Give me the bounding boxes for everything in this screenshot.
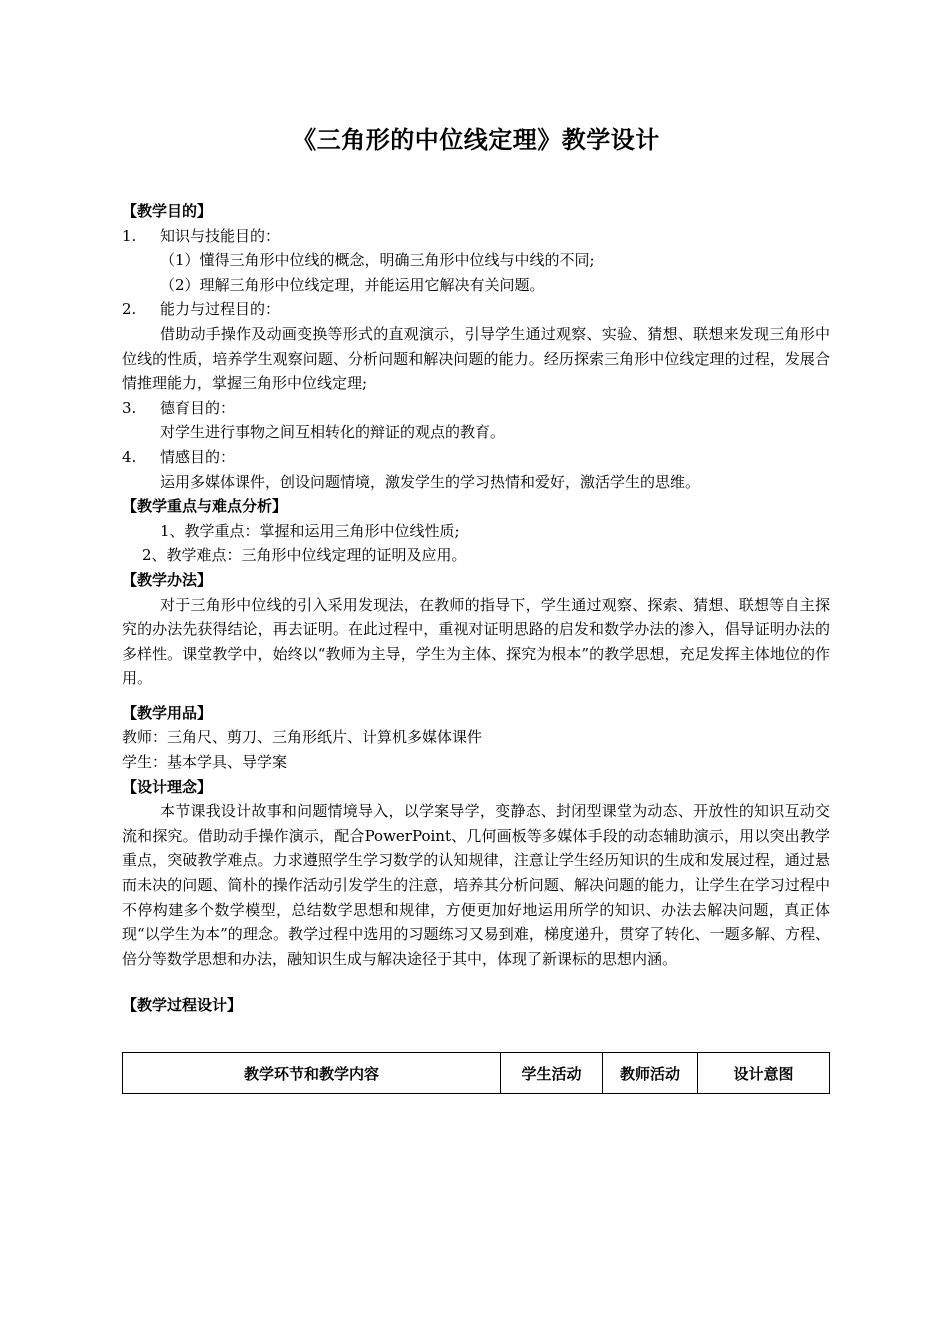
purpose-item-1 bbox=[122, 224, 830, 249]
section-heading-method: 【教学办法】 bbox=[122, 570, 213, 589]
keypoint-difficulty: 2、教学难点：三角形中位线定理的证明及应用。 bbox=[142, 546, 467, 565]
supplies-student: 学生：基本学具、导学案 bbox=[122, 753, 288, 772]
column-header-teacher-activity: 教师活动 bbox=[603, 1053, 698, 1094]
purpose-item-1-line-2: （2）理解三角形中位线定理，并能运用它解决有关问题。 bbox=[160, 275, 545, 294]
item-number: 2. bbox=[122, 300, 137, 319]
item-label: 知识与技能目的： bbox=[160, 226, 281, 245]
purpose-item-2-paragraph: 借助动手操作及动画变换等形式的直观演示，引导学生通过观察、实验、猜想、联想来发现三角形中位线的性质，培养学生观察问题、分析问题和解决问题的能力。经历探索三角形中位线定理的过程，发展合情推理能力，掌握三角形中位线定理; bbox=[122, 324, 830, 393]
section-heading-purpose: 【教学目的】 bbox=[122, 202, 213, 220]
item-label: 德育目的： bbox=[160, 398, 236, 417]
section-heading-concept: 【设计理念】 bbox=[122, 777, 213, 796]
keypoint-focus: 1、教学重点：掌握和运用三角形中位线性质; bbox=[160, 521, 460, 540]
purpose-item-4-line: 运用多媒体课件，创设问题情境，激发学生的学习热情和爱好，激活学生的思维。 bbox=[160, 472, 701, 491]
method-paragraph: 对于三角形中位线的引入采用发现法，在教师的指导下，学生通过观察、探索、猜想、联想等自主探究的办法先获得结论，再去证明。在此过程中，重视对证明思路的启发和数学办法的渗入，倡导证明办法的多样性。课堂教学中，始终以“教师为主导，学生为主体、探究为根本”的教学思想，充足发挥主体地位的作用。 bbox=[122, 595, 830, 688]
item-label: 能力与过程目的： bbox=[160, 300, 281, 319]
item-number: 1. bbox=[122, 226, 137, 245]
item-label: 情感目的： bbox=[160, 447, 236, 466]
section-heading-supplies: 【教学用品】 bbox=[122, 703, 213, 722]
process-table bbox=[122, 1052, 830, 1094]
purpose-item-1-line-1: （1）懂得三角形中位线的概念，明确三角形中位线与中线的不同; bbox=[160, 251, 595, 270]
document-body bbox=[122, 199, 830, 1018]
section-heading-keypoints: 【教学重点与难点分析】 bbox=[122, 497, 288, 516]
purpose-item-3-line: 对学生进行事物之间互相转化的辩证的观点的教育。 bbox=[160, 423, 506, 442]
table-header-row bbox=[123, 1053, 830, 1094]
column-header-content: 教学环节和教学内容 bbox=[123, 1053, 501, 1094]
item-number: 3. bbox=[122, 398, 137, 417]
purpose-item-2 bbox=[122, 297, 830, 322]
column-header-student-activity: 学生活动 bbox=[501, 1053, 603, 1094]
page-title: 《三角形的中位线定理》教学设计 bbox=[292, 126, 660, 154]
concept-paragraph: 本节课我设计故事和问题情境导入，以学案导学，变静态、封闭型课堂为动态、开放性的知识互动交流和探究。借助动手操作演示，配合PowerPoint、几何画板等多媒体手段的动态辅助演示，用以突出教学重点，突破教学难点。力求遵照学生学习数学的认知规律，注意让学生经历知识的生成和发展过程，通过悬而未决的问题、简朴的操作活动引发学生的注意，培养其分析问题、解决问题的能力，让学生在学习过程中不停构建多个数学模型，总结数学思想和规律，方便更加好地运用所学的知识、办法去解决问题，真正体现“以学生为本”的理念。教学过程中选用的习题练习又易到难，梯度递升，贯穿了转化、一题多解、方程、倍分等数学思想和办法，融知识生成与解决途径于其中，体现了新课标的思想内涵。 bbox=[122, 802, 830, 968]
purpose-item-4 bbox=[122, 445, 830, 470]
purpose-item-3 bbox=[122, 396, 830, 421]
section-heading-process: 【教学过程设计】 bbox=[122, 996, 243, 1015]
supplies-teacher: 教师：三角尺、剪刀、三角形纸片、计算机多媒体课件 bbox=[122, 728, 483, 747]
column-header-design-intent: 设计意图 bbox=[698, 1053, 830, 1094]
item-number: 4. bbox=[122, 447, 137, 466]
